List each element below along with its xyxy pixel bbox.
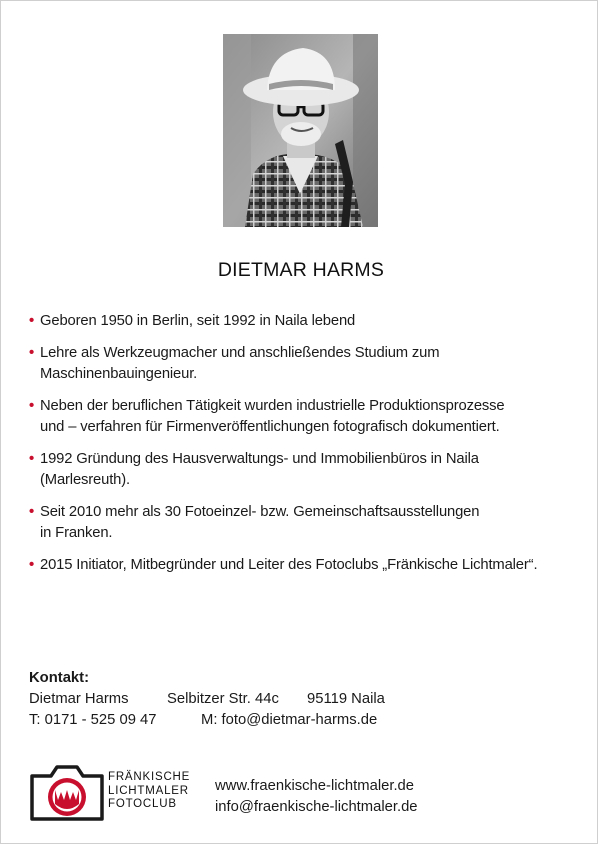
contact-address-row <box>29 689 385 710</box>
bio-text: Lehre als Werkzeugmacher und anschließendes Studium zum <box>40 345 440 361</box>
bio-text: Maschinenbauingenieur. <box>40 366 198 382</box>
bullet-point: • <box>29 313 35 329</box>
bio-item-club <box>29 555 595 576</box>
club-name-line: LICHTMALER <box>108 784 189 797</box>
person-name: DIETMAR HARMS <box>217 259 385 281</box>
bio-text: Seit 2010 mehr als 30 Fotoeinzel- bzw. Gemeinschaftsausstellungen <box>40 504 480 520</box>
bullet-point: • <box>29 557 35 573</box>
bio-text: Neben der beruflichen Tätigkeit wurden industrielle Produktionsprozesse <box>40 398 505 414</box>
club-name-line: FRÄNKISCHE <box>108 771 191 783</box>
contact-block <box>29 668 385 731</box>
club-logo <box>29 764 209 824</box>
bullet-point: • <box>29 504 35 520</box>
bio-item-education <box>29 343 595 385</box>
portrait-image <box>223 34 378 227</box>
club-contact <box>215 776 418 818</box>
bio-text: Geboren 1950 in Berlin, seit 1992 in Naila lebend <box>40 313 356 329</box>
club-email-link[interactable]: info@fraenkische-lichtmaler.de <box>215 799 418 815</box>
bio-text: und – verfahren für Firmenveröffentlichungen fotografisch dokumentiert. <box>40 419 500 435</box>
club-website-link[interactable]: www.fraenkische-lichtmaler.de <box>215 778 415 794</box>
contact-city: 95119 Naila <box>307 691 385 707</box>
bullet-point: • <box>29 345 35 361</box>
bio-item-exhibitions <box>29 502 595 544</box>
biography-list <box>29 311 595 587</box>
bio-text: 1992 Gründung des Hausverwaltungs- und Immobilienbüros in Naila <box>40 451 479 467</box>
contact-name: Dietmar Harms <box>29 691 129 707</box>
bio-text: (Marlesreuth). <box>40 472 130 488</box>
contact-phone: T: 0171 - 525 09 47 <box>29 712 157 728</box>
contact-label: Kontakt: <box>29 670 90 686</box>
bullet-point: • <box>29 398 35 414</box>
bio-item-company <box>29 449 595 491</box>
club-name-line: FOTOCLUB <box>108 798 177 810</box>
bio-item-birth <box>29 311 595 332</box>
contact-phone-row <box>29 710 385 731</box>
bullet-point: • <box>29 451 35 467</box>
contact-email-link[interactable]: M: foto@dietmar-harms.de <box>201 712 378 728</box>
portrait-photo <box>223 34 378 227</box>
bio-text: 2015 Initiator, Mitbegründer und Leiter des Fotoclubs „Fränkische Lichtmaler“. <box>40 557 538 573</box>
camera-logo-icon <box>29 764 105 822</box>
bio-item-career <box>29 396 595 438</box>
contact-street: Selbitzer Str. 44c <box>167 691 279 707</box>
bio-text: in Franken. <box>40 525 113 541</box>
club-name <box>108 771 190 812</box>
